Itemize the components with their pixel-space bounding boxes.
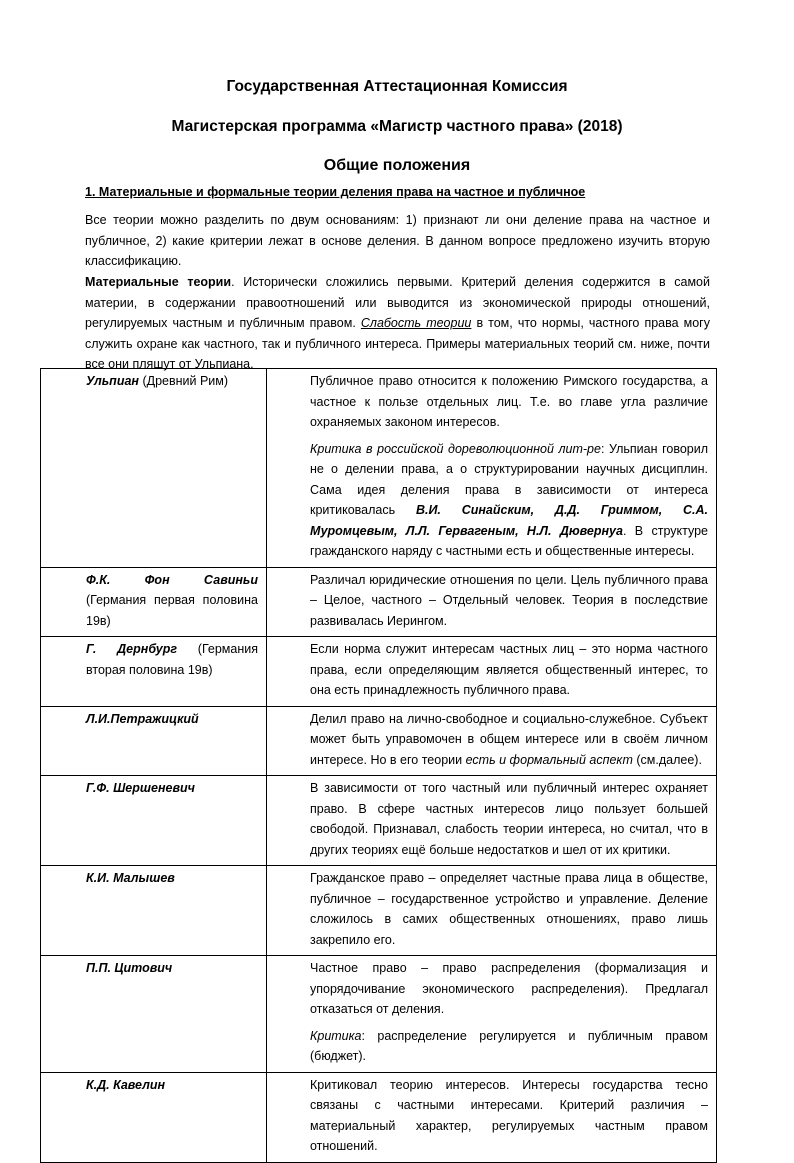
author-cell [41,369,267,568]
description-cell [267,776,717,866]
author-name: Г. Дернбург [86,642,178,656]
critique-label: Критика в российской дореволюционной лит-ре [310,441,601,456]
author-note: (Германия вторая половина 19в) [86,642,259,677]
author-cell [41,706,267,776]
author-cell [41,1072,267,1162]
description-cell [267,369,717,568]
weakness-label: Слабость теории [360,316,472,330]
description-cell [267,866,717,956]
table-row [41,369,717,568]
description-cell [267,637,717,707]
intro-paragraph: Все теории можно разделить по двум основаниям: 1) признают ли они деление права на частное и публичное, 2) какие критерии лежат в основе деления. В данном вопросе предложено изучить вторую классификацию. [85,213,710,268]
description-part: (см.далее). [632,752,702,767]
author-name: Л.И.Петражицкий [86,711,199,726]
critique-label: Критика [310,1028,362,1043]
description-text: Если норма служит интересам частных лиц – это норма частного права, если определяющим является общественный интерес, то она есть принадлежность публичного права. [310,642,708,697]
description-text: Частное право – право распределения (формализация и упорядочивание экономического распределения). Предлагал отказаться от деления. [310,961,708,1016]
author-name: Ульпиан [86,374,139,388]
author-name: П.П. Цитович [86,961,173,975]
material-theories-paragraph [85,272,710,375]
table-row [41,956,717,1073]
description-text: Гражданское право – определяет частные права лица в обществе, публичное – государственное устройство и управление. Деление сложилось в самих общественных отношениях, право лишь закрепило его. [310,871,708,947]
description-cell [267,1072,717,1162]
author-cell [41,956,267,1073]
author-name: К.Д. Кавелин [86,1077,166,1092]
description-part: Делил право на лично-свободное и социально-служебное. Субъект может быть управомочен в общем интересе или в своём личном интересе. Но в его теории [310,711,708,767]
general-provisions-heading: Общие положения [323,157,471,174]
critique-text [310,1026,708,1067]
critique-body: : Ульпиан говорил не о делении права, а о структурировании научных дисциплин. Сама идея деления права в зависимости от интереса критиковалась [310,441,708,517]
author-name: К.И. Малышев [86,871,175,885]
author-name: Ф.К. Фон Савиньи [86,572,258,587]
section-title: 1. Материальные и формальные теории деления права на частное и публичное [85,185,586,199]
table-row [41,637,717,707]
critics-names: В.И. Синайским, Д.Д. Гриммом, С.А. Муромцевым, Л.Л. Гервагеным, Н.Л. Дювернуа [310,503,709,538]
author-note: (Древний Рим) [138,374,229,388]
description-text: Публичное право относится к положению Римского государства, а частное к пользе отдельных лиц. Т.е. во главе угла различие охраняемых законом интересов. [310,374,708,429]
table-row [41,706,717,776]
author-cell [41,567,267,637]
weakness-text: в том, что нормы, частного права могу служить охране как частного, так и публичного интереса. Примеры материальных теорий см. ниже, почти все они пляшут от Ульпиана. [85,316,710,371]
material-theories-label: Материальные теории [85,275,232,289]
table-row [41,1072,717,1162]
author-cell [41,637,267,707]
material-theories-text: . Исторически сложились первыми. Критерий деления содержится в самой материи, в содержании правоотношений или выводится из экономической природы отношений, регулируемых частным и публичным правом. [85,275,710,330]
program-heading: Магистерская программа «Магистр частного права» (2018) [171,118,623,135]
description-text [310,709,708,771]
table-row [41,567,717,637]
author-cell [41,776,267,866]
table-row [41,776,717,866]
description-cell [267,567,717,637]
critique-tail: . В структуре гражданского наряду с частными есть и общественные интересы. [310,523,709,558]
description-text: В зависимости от того частный или публичный интерес охраняет право. В сфере частных интересов лицо пользует большей свободой. Признавал, слабость теории интереса, но считал, что в других теориях ещё больше недостатков и шел от их критики. [310,781,708,857]
critique-text [310,439,708,562]
author-name: Г.Ф. Шершеневич [86,781,195,795]
description-cell [267,956,717,1073]
description-text: Критиковал теорию интересов. Интересы государства тесно связаны с частными интересами. Критерий различия – материальный характер, регулируемых частным правом отношений. [310,1077,708,1153]
author-note: (Германия первая половина 19в) [86,593,258,628]
theories-table [40,368,717,1163]
critique-body: : распределение регулируется и публичным правом (бюджет). [310,1028,708,1063]
description-cell [267,706,717,776]
table-row [41,866,717,956]
formal-aspect-text: есть и формальный аспект [465,752,633,767]
author-cell [41,866,267,956]
commission-heading: Государственная Аттестационная Комиссия [226,78,568,95]
description-text: Различал юридические отношения по цели. Цель публичного права – Целое, частного – Отдельный человек. Теория в последствие развивалась Иерингом. [310,572,708,628]
